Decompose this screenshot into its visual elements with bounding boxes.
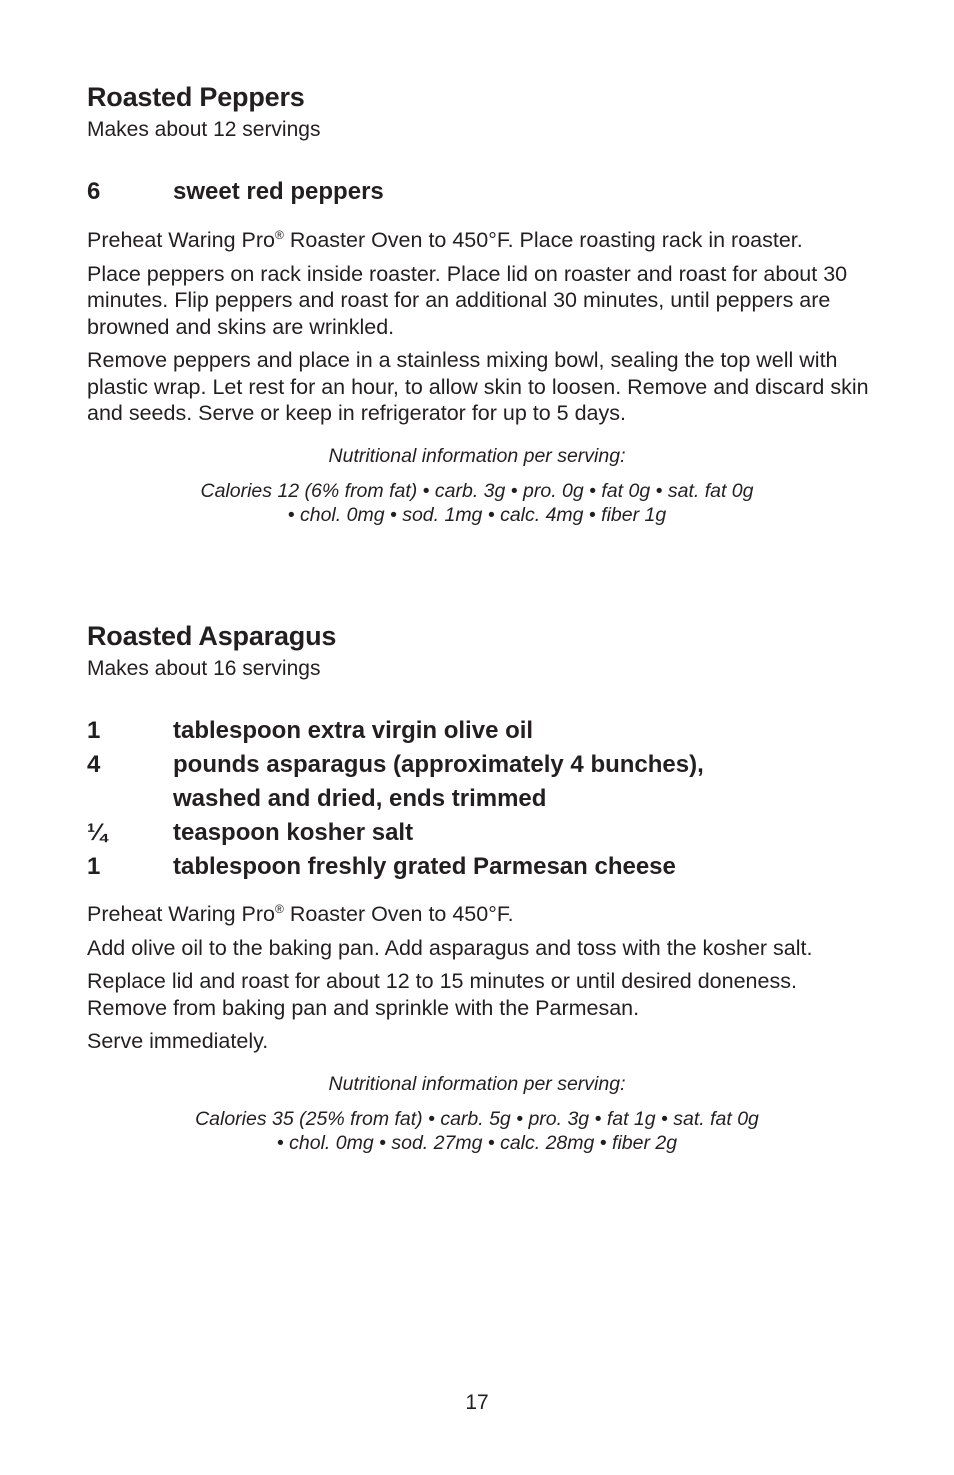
recipe-roasted-asparagus [87, 620, 877, 1155]
instruction-step: Place peppers on rack inside roaster. Place lid on roaster and roast for about 30 minutes. Flip peppers and roast for an additional 30 minutes, until peppers are browned and skins are wrinkled. [87, 261, 848, 339]
recipe-roasted-peppers [87, 81, 877, 527]
instruction-text: Roaster Oven to 450°F. Place roasting rack in roaster. [283, 228, 803, 252]
ingredient-text: tablespoon freshly grated Parmesan cheese [173, 853, 676, 880]
instruction-text: Preheat Waring Pro [87, 228, 276, 252]
ingredient-text: pounds asparagus (approximately 4 bunches), washed and dried, ends trimmed [173, 751, 704, 812]
ingredient-list [87, 714, 877, 884]
ingredient-quantity: 6 [87, 178, 101, 205]
ingredient-quantity: 1 [87, 853, 101, 880]
page-number: 17 [465, 1391, 489, 1414]
nutrition-line: Calories 35 (25% from fat) • carb. 5g • pro. 3g • fat 1g • sat. fat 0g [195, 1107, 759, 1130]
ingredient-text: sweet red peppers [173, 178, 384, 205]
instruction-step: Serve immediately. [87, 1029, 269, 1053]
recipe-title: Roasted Peppers [87, 82, 305, 112]
ingredient-list [87, 175, 877, 209]
registered-mark: ® [275, 902, 284, 916]
nutrition-line: • chol. 0mg • sod. 27mg • calc. 28mg • fiber 2g [276, 1131, 678, 1154]
instruction-step [87, 901, 877, 928]
ingredient-quantity: 1 [87, 717, 101, 744]
recipe-title: Roasted Asparagus [87, 621, 337, 651]
ingredient-item [87, 175, 877, 209]
ingredient-quantity: 4 [87, 751, 101, 778]
ingredient-text: tablespoon extra virgin olive oil [173, 717, 534, 744]
instruction-text: Preheat Waring Pro [87, 902, 276, 926]
recipe-yield: Makes about 12 servings [87, 118, 321, 141]
nutrition-line: • chol. 0mg • sod. 1mg • calc. 4mg • fiber 1g [287, 503, 667, 526]
ingredient-item [87, 748, 877, 816]
instruction-text: Roaster Oven to 450°F. [283, 902, 514, 926]
instruction-step: Replace lid and roast for about 12 to 15 minutes or until desired doneness. Remove from baking pan and sprinkle with the Parmesan. [87, 969, 797, 1020]
ingredient-item [87, 714, 877, 748]
instruction-step: Remove peppers and place in a stainless mixing bowl, sealing the top well with plastic wrap. Let rest for an hour, to allow skin to loosen. Remove and discard skin and seeds. Serve or keep in refrigerator for up to 5 days. [87, 348, 869, 425]
registered-mark: ® [275, 228, 284, 242]
nutrition-heading: Nutritional information per serving: [328, 444, 626, 467]
instruction-step: Add olive oil to the baking pan. Add asparagus and toss with the kosher salt. [87, 935, 813, 960]
nutrition-line: Calories 12 (6% from fat) • carb. 3g • pro. 0g • fat 0g • sat. fat 0g [200, 479, 754, 502]
ingredient-quantity: ¼ [87, 819, 108, 846]
recipe-yield: Makes about 16 servings [87, 657, 321, 680]
ingredient-item [87, 850, 877, 884]
ingredient-text: teaspoon kosher salt [173, 819, 414, 846]
nutrition-heading: Nutritional information per serving: [328, 1072, 626, 1095]
ingredient-item [87, 816, 877, 850]
instruction-step [87, 227, 877, 254]
